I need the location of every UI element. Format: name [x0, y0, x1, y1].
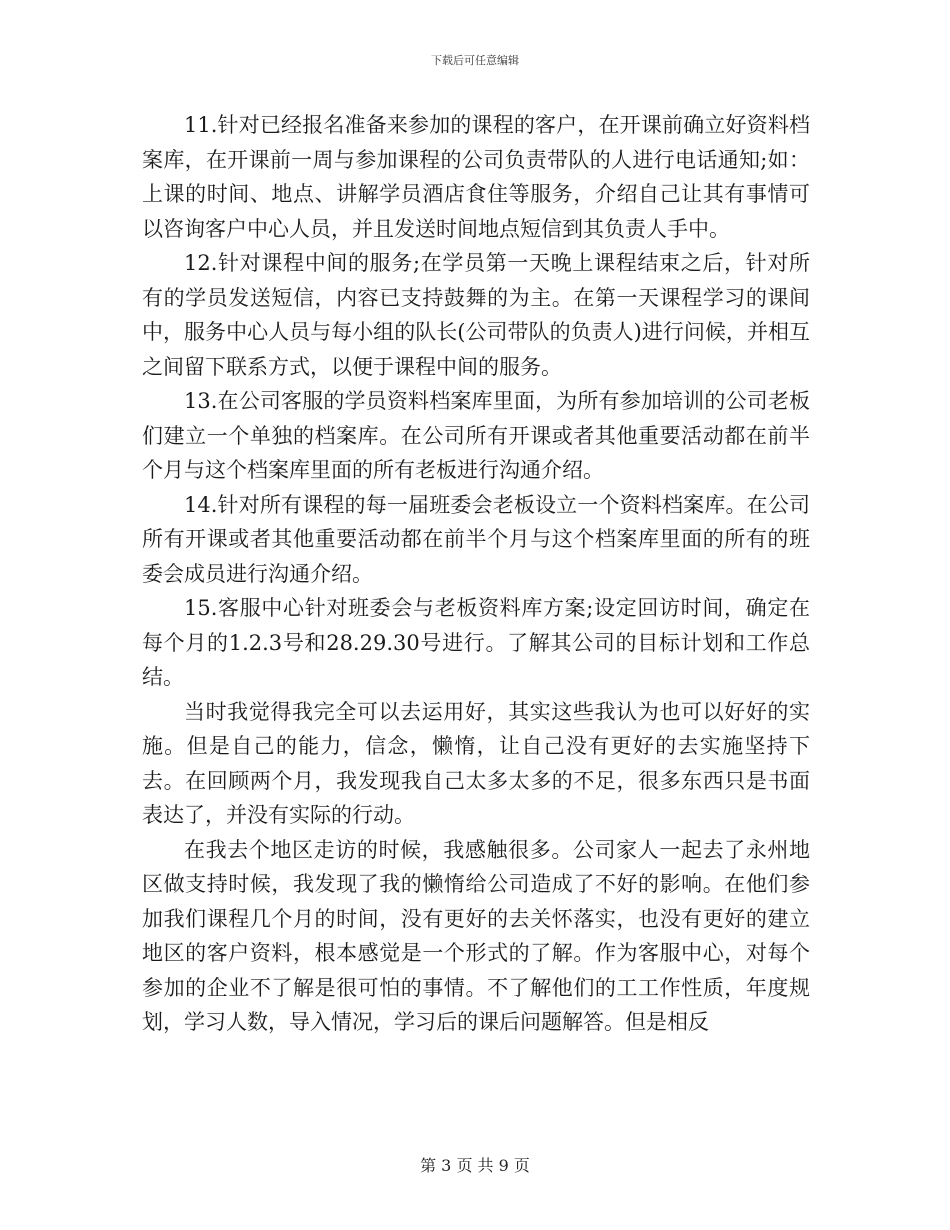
- paragraph-item-11: 11.针对已经报名准备来参加的课程的客户，在开课前确立好资料档案库，在开课前一周与参加课程的公司负责带队的人进行电话通知;如：上课的时间、地点、讲解学员酒店食住等服务，介绍自己让其有事情可以咨询客户中心人员，并且发送时间地点短信到其负责人手中。: [142, 113, 810, 241]
- paragraph-item-13: 13.在公司客服的学员资料档案库里面，为所有参加培训的公司老板们建立一个单独的档案库。在公司所有开课或者其他重要活动都在前半个月与这个档案库里面的所有老板进行沟通介绍。: [142, 389, 810, 482]
- paragraph-item-14: 14.针对所有课程的每一届班委会老板设立一个资料档案库。在公司所有开课或者其他重要活动都在前半个月与这个档案库里面的所有的班委会成员进行沟通介绍。: [142, 492, 810, 586]
- document-body: [142, 108, 810, 1040]
- paragraph-visit: 在我去个地区走访的时候，我感触很多。公司家人一起去了永州地区做支持时候，我发现了我的懒惰给公司造成了不好的影响。在他们参加我们课程几个月的时间，没有更好的去关怀落实，也没有更好的建立地区的客户资料，根本感觉是一个形式的了解。作为客服中心，对每个参加的企业不了解是很可怕的事情。不了解他们的工工作性质，年度规划，学习人数，导入情况，学习后的课后问题解答。但是相反: [142, 837, 810, 1034]
- page-number-footer: 第 3 页 共 9 页: [420, 1156, 530, 1175]
- page-header: 下载后可任意编辑: [431, 54, 519, 67]
- paragraph-reflection: 当时我觉得我完全可以去运用好，其实这些我认为也可以好好的实施。但是自己的能力，信念，懒惰，让自己没有更好的去实施坚持下去。在回顾两个月，我发现我自己太多太多的不足，很多东西只是书面表达了，并没有实际的行动。: [142, 699, 810, 827]
- paragraph-item-15: 15.客服中心针对班委会与老板资料库方案;设定回访时间，确定在每个月的1.2.3号和28.29.30号进行。了解其公司的目标计划和工作总结。: [142, 596, 810, 689]
- paragraph-item-12: 12.针对课程中间的服务;在学员第一天晚上课程结束之后，针对所有的学员发送短信，内容已支持鼓舞的为主。在第一天课程学习的课间中，服务中心人员与每小组的队长(公司带队的负责人)进行问候，并相互之间留下联系方式，以便于课程中间的服务。: [142, 251, 810, 379]
